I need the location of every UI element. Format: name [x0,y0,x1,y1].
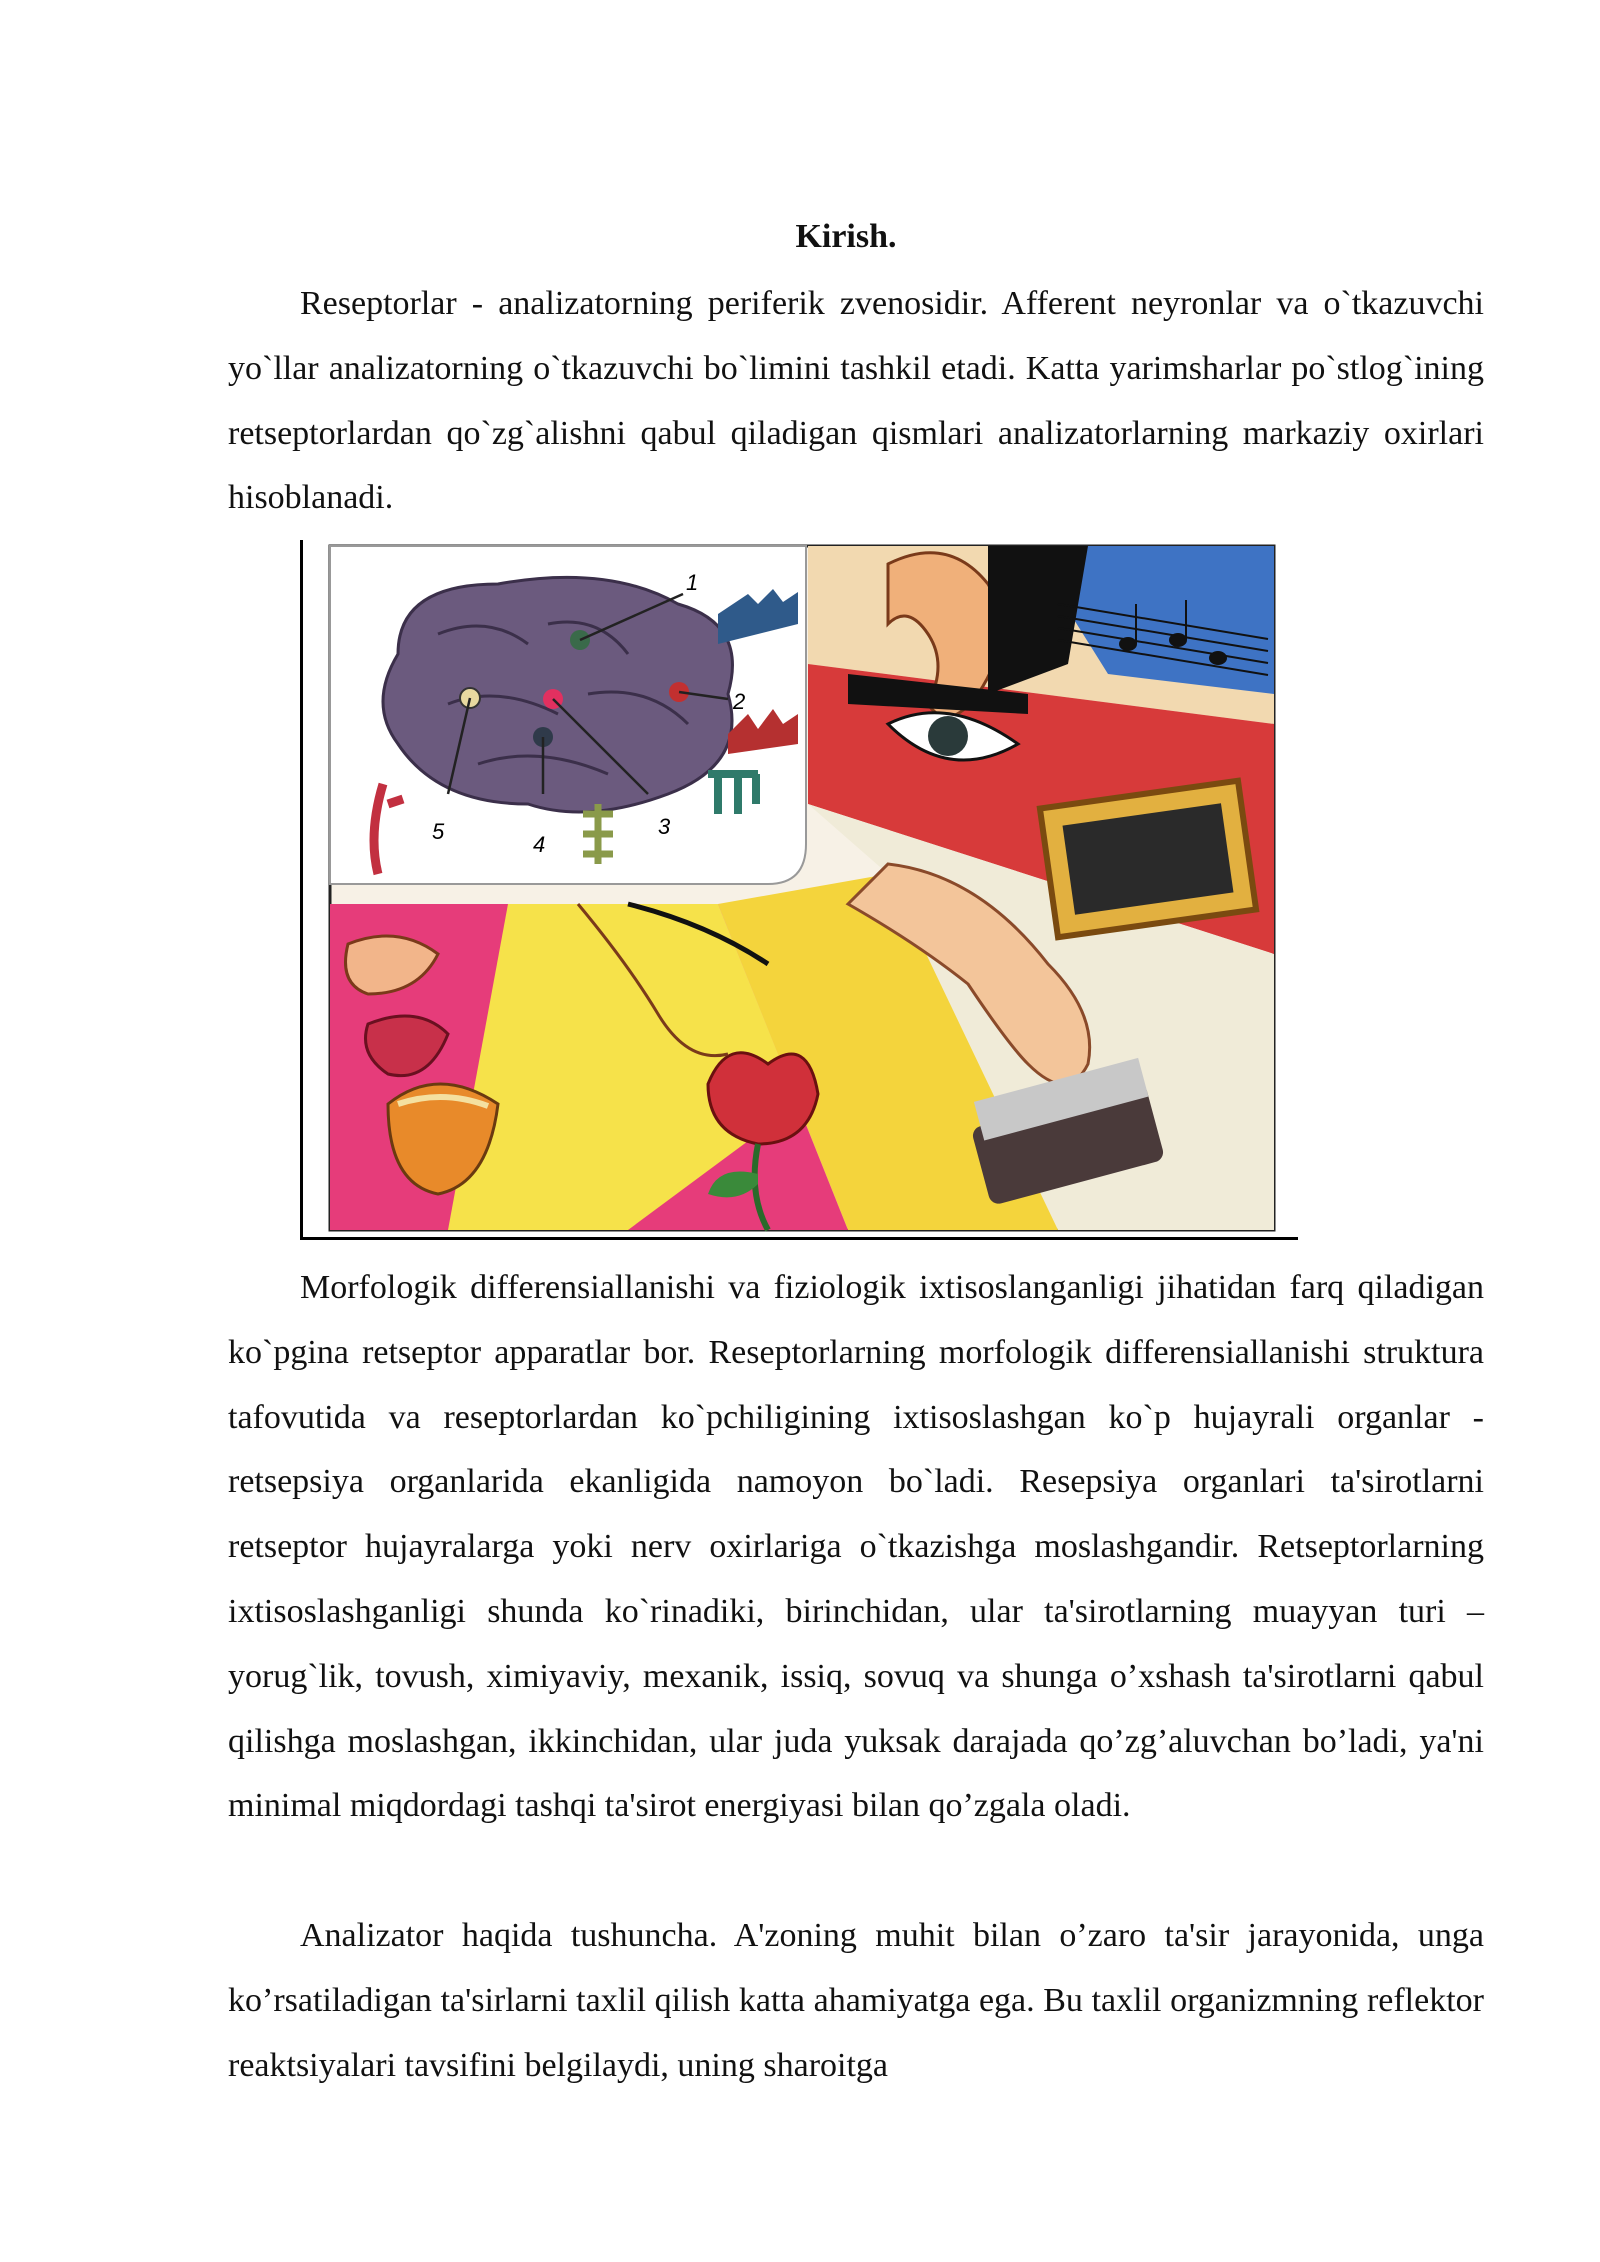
receptor-sketch-4 [583,804,613,864]
callout-4: 4 [533,832,546,857]
section-title: Kirish. [795,218,897,255]
paragraph-analyzer-concept: Analizator haqida tushuncha. A'zoning muhit bilan o’zaro ta'sir jarayonida, unga ko’rsatiladigan ta'sirlarni taxlil qilish katta ahamiyatga ega. Bu taxlil organizmning reflektor reaktsiyalari tavsifini belgilaydi, uning sharoitga [228,1917,1484,2084]
callout-3: 3 [658,814,671,839]
callout-5: 5 [432,819,445,844]
figure-left-rule [300,540,303,1240]
paragraph-receptor-specialization: Morfologik differensiallanishi va fiziologik ixtisoslanganligi jihatidan farq qiladigan ko`pgina retseptor apparatlar bor. Reseptorlarning morfologik differensiallanishi struktura tafovutida va reseptorlardan ko`pchiligining ixtisoslashgan ko`p hujayrali organlar - retsepsiya organlarida ekanligida namoyon bo`ladi. Resepsiya organlari ta'sirotlarni retseptor hujayralarga yoki nerv oxirlariga o`tkazishga moslashgandir. Retseptorlarning ixtisoslashganligi shunda ko`rinadiki, birinchidan, ular ta'sirotlarning muayyan turi – yorug`lik, tovush, ximiyaviy, mexanik, issiq, sovuq va shunga o’xshash ta'sirotlarni qabul qilishga moslashgan, ikkinchidan, ular juda yuksak darajada qo’zg’aluvchan bo’ladi, ya'ni minimal miqdordagi tashqi ta'sirot energiyasi bilan qo’zgala oladi. [228,1269,1484,1825]
callout-2: 2 [733,689,746,714]
analyzers-illustration [300,540,1306,1240]
rose-icon [708,1053,818,1144]
figure-bottom-rule [300,1237,1298,1240]
illustration-image [328,544,1276,1234]
paragraph-intro: Reseptorlar - analizatorning periferik zvenosidir. Afferent neyronlar va o`tkazuvchi yo`llar analizatorning o`tkazuvchi bo`limini tashkil etadi. Katta yarimsharlar po`stlog`ining retseptorlardan qo`zg`alishni qabul qiladigan qismlari analizatorlarning markaziy oxirlari hisoblanadi. [228,285,1484,517]
callout-1: 1 [686,570,699,595]
